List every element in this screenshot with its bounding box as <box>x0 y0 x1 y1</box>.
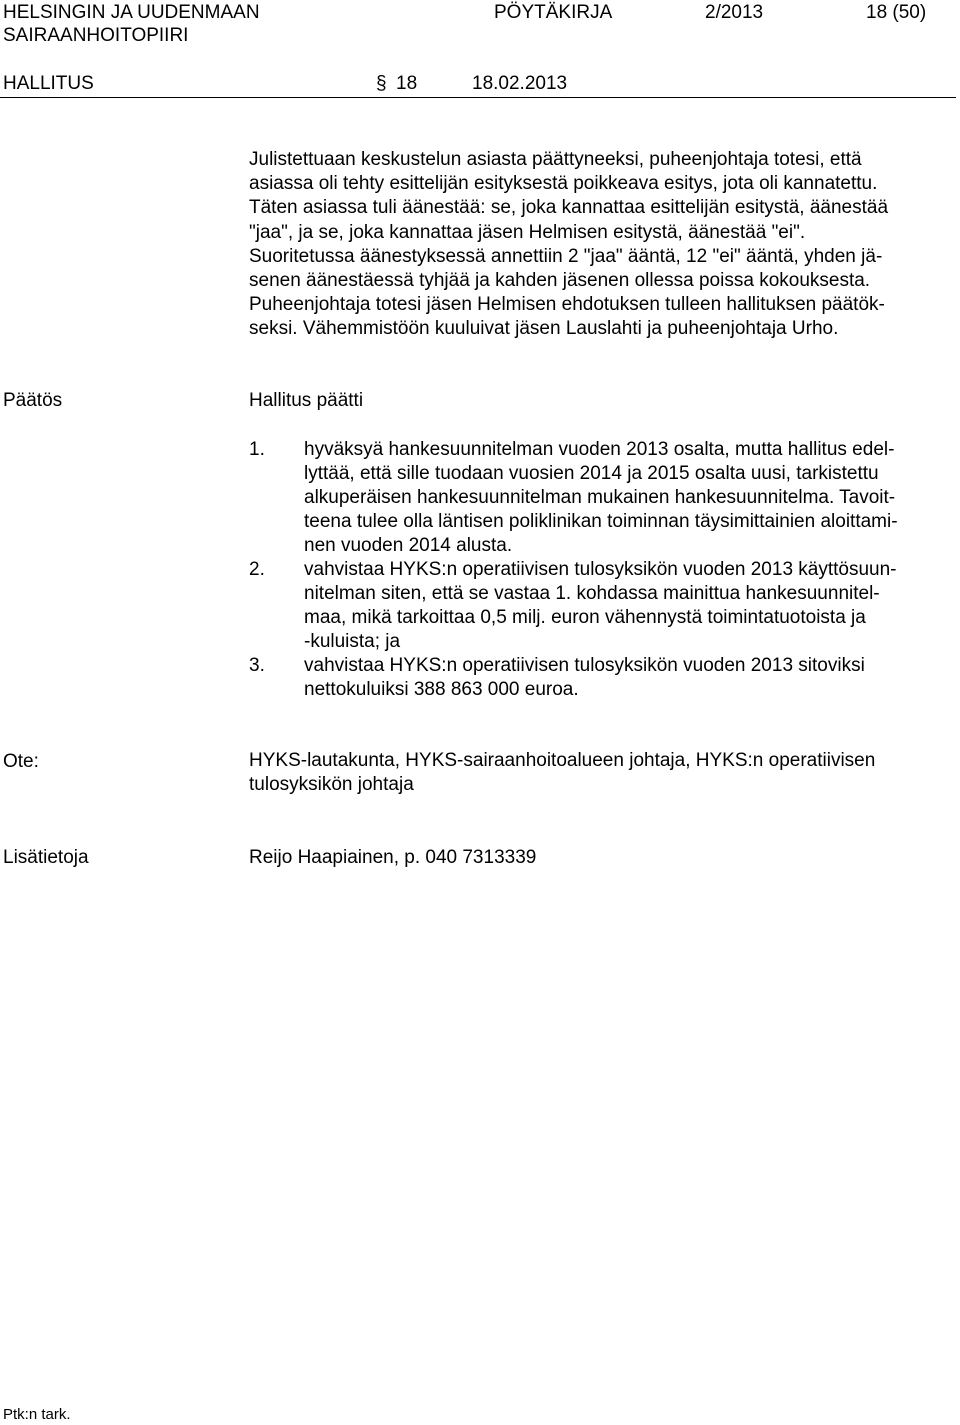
document-number: 2/2013 <box>705 2 764 23</box>
contact-info: Reijo Haapiainen, p. 040 7313339 <box>249 847 537 868</box>
item-line: alkuperäisen hankesuunnitelman mukainen hankesuunnitelma. Tavoit- <box>304 487 896 508</box>
decision-label: Päätös <box>3 390 63 411</box>
paragraph-line: Julistettuaan keskustelun asiasta päättyneeksi, puheenjohtaja totesi, että <box>249 149 862 170</box>
item-line: vahvistaa HYKS:n operatiivisen tulosyksikön vuoden 2013 sitoviksi <box>304 655 865 676</box>
item-line: vahvistaa HYKS:n operatiivisen tulosyksikön vuoden 2013 käyttösuun- <box>304 559 897 580</box>
paragraph-line: asiassa oli tehty esittelijän esityksestä poikkeava esitys, jota oli kannatettu. <box>249 173 878 195</box>
organization-name-line1: HELSINGIN JA UUDENMAAN <box>3 2 260 23</box>
governing-body: HALLITUS <box>3 73 94 94</box>
paragraph-line: Täten asiassa tuli äänestää: se, joka kannattaa esittelijän esitystä, äänestää <box>249 197 889 219</box>
footer-note: Ptk:n tark. <box>3 1406 71 1423</box>
section-number: 18 <box>396 73 418 94</box>
paragraph-line: Puheenjohtaja totesi jäsen Helmisen ehdotuksen tulleen hallituksen päätök- <box>249 294 885 316</box>
item-line: teena tulee olla läntisen poliklinikan toiminnan täysimittainien aloittami- <box>304 511 898 532</box>
section-symbol: § <box>376 73 387 94</box>
item-text <box>304 558 897 654</box>
decision-heading: Hallitus päätti <box>249 390 364 411</box>
item-text <box>304 438 898 558</box>
item-line: nitelman siten, että se vastaa 1. kohdassa mainittua hankesuunnitel- <box>304 583 880 604</box>
meeting-date: 18.02.2013 <box>472 73 568 94</box>
page-number: 18 (50) <box>866 2 927 23</box>
item-text <box>304 654 865 702</box>
paragraph-line: senen äänestäessä tyhjää ja kahden jäsenen ollessa poissa kokouksesta. <box>249 270 871 292</box>
more-info-label: Lisätietoja <box>3 847 89 868</box>
recipient-line: tulosyksikön johtaja <box>249 774 414 796</box>
item-number: 1. <box>249 439 265 460</box>
recipient-line: HYKS-lautakunta, HYKS-sairaanhoitoalueen johtaja, HYKS:n operatiivisen <box>249 750 876 771</box>
item-line: hyväksyä hankesuunnitelman vuoden 2013 osalta, mutta hallitus edel- <box>304 439 895 460</box>
header-divider <box>0 97 956 98</box>
item-line: lyttää, että sille tuodaan vuosien 2014 ja 2015 osalta uusi, tarkistettu <box>304 463 879 484</box>
extract-label: Ote: <box>3 751 39 772</box>
item-number: 2. <box>249 559 265 580</box>
document-type: PÖYTÄKIRJA <box>494 2 613 23</box>
item-line: -kuluista; ja <box>304 631 401 652</box>
item-number: 3. <box>249 655 265 676</box>
organization-name-line2: SAIRAANHOITOPIIRI <box>3 25 189 46</box>
item-line: nen vuoden 2014 alusta. <box>304 535 513 556</box>
paragraph-line: seksi. Vähemmistöön kuuluivat jäsen Lauslahti ja puheenjohtaja Urho. <box>249 318 839 340</box>
item-line: nettokuluiksi 388 863 000 euroa. <box>304 679 579 700</box>
intro-paragraph <box>249 148 953 342</box>
paragraph-line: Suoritetussa äänestyksessä annettiin 2 "jaa" ääntä, 12 "ei" ääntä, yhden jä- <box>249 245 883 267</box>
extract-recipients <box>249 749 953 797</box>
item-line: maa, mikä tarkoittaa 0,5 milj. euron vähennystä toimintatuotoista ja <box>304 607 866 628</box>
paragraph-line: "jaa", ja se, joka kannattaa jäsen Helmisen esitystä, äänestää "ei". <box>249 221 806 243</box>
